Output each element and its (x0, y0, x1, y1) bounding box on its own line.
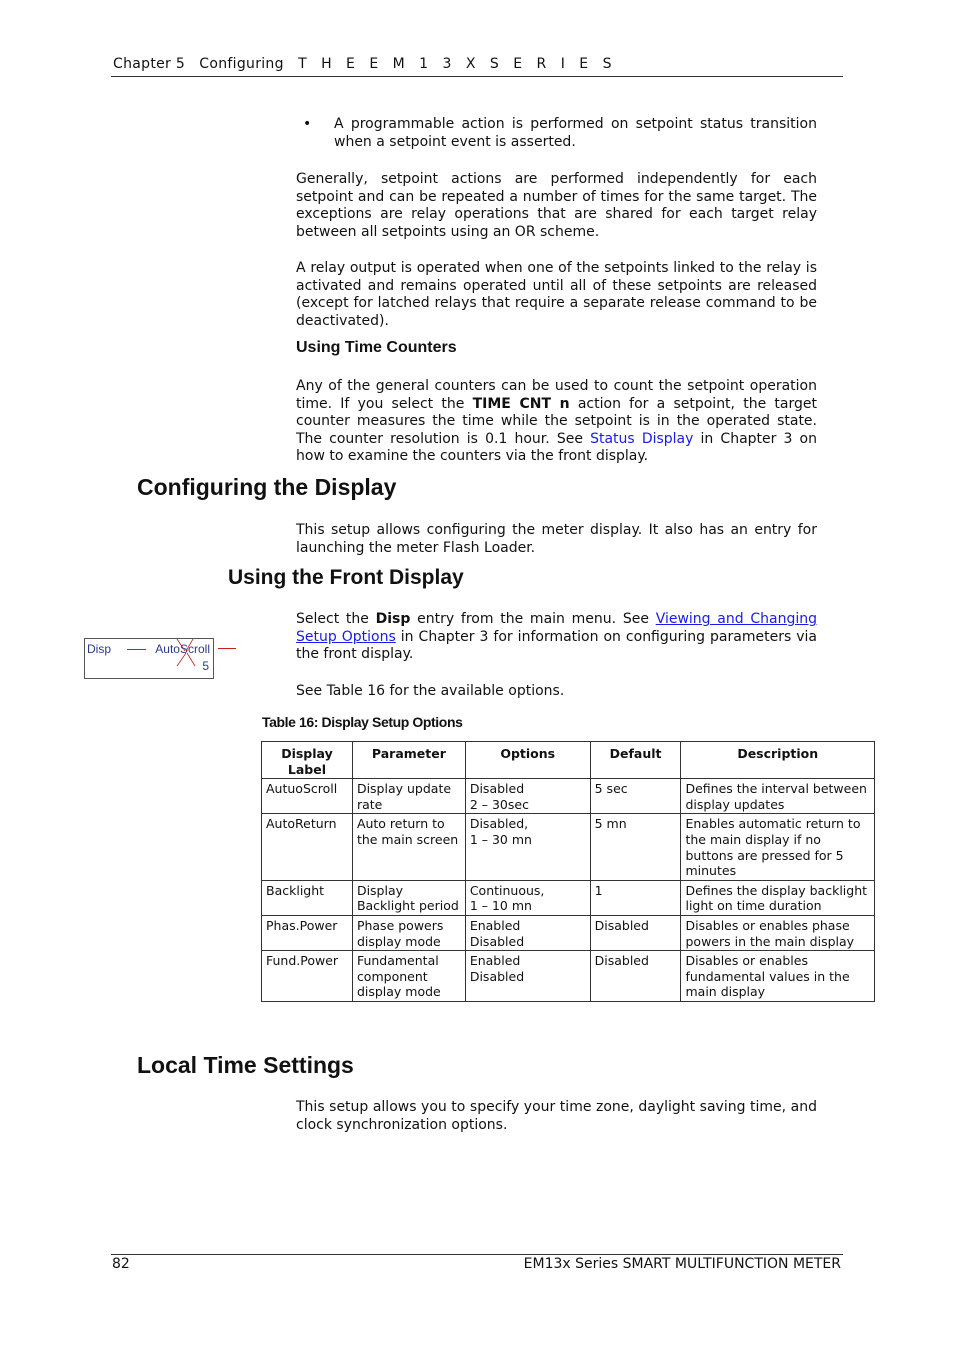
table-row (262, 779, 875, 814)
table-cell: Fund.Power (262, 951, 353, 1002)
lcd-dash (127, 649, 146, 650)
display-setup-table (261, 741, 875, 1002)
text-run: entry from the main menu. See (410, 611, 656, 627)
table-cell: Disables or enables fundamental values in the main display (681, 951, 875, 1002)
text-run: action for a setpoint, the target counter measures the time while the setpoint is in the operated state. The counter resolution is 0.1 hour. See (296, 395, 817, 447)
table-cell: 1 (590, 880, 681, 915)
command-name: TIME CNT n (472, 395, 570, 412)
paragraph-time-counters (296, 378, 817, 466)
paragraph-select-disp (296, 611, 817, 664)
table-row (262, 915, 875, 950)
col-header: Default (590, 742, 681, 779)
table-cell: Enabled Disabled (465, 951, 590, 1002)
heading-local-time: Local Time Settings (137, 1052, 354, 1078)
heading-configuring-display: Configuring the Display (137, 474, 397, 500)
table-row (262, 951, 875, 1002)
footer-product: EM13x Series SMART MULTIFUNCTION METER (523, 1256, 841, 1272)
table-cell: Disabled (590, 915, 681, 950)
table-cell: Continuous, 1 – 10 mn (465, 880, 590, 915)
paragraph-setpoint-actions: Generally, setpoint actions are performed independently for each setpoint and can be repeated a number of times for the same target. The exceptions are relay operations that are shared for each target relay between all setpoints using an OR scheme. (296, 171, 817, 240)
table-cell: Enabled Disabled (465, 915, 590, 950)
table-cell: AutoReturn (262, 814, 353, 880)
table-cell: Defines the display backlight light on time duration (681, 880, 875, 915)
table-cell: Disabled, 1 – 30 mn (465, 814, 590, 880)
table-cell: Defines the interval between display updates (681, 779, 875, 814)
menu-entry-name: Disp (375, 611, 411, 627)
footer-rule (111, 1254, 843, 1255)
table-cell: Phas.Power (262, 915, 353, 950)
text-run: Select the (296, 611, 376, 627)
table-cell: AutuoScroll (262, 779, 353, 814)
header-section: Configuring (199, 56, 284, 72)
lcd-right-label: AutoScroll (155, 642, 210, 656)
table-cell: Auto return to the main screen (352, 814, 465, 880)
heading-front-display: Using the Front Display (228, 566, 464, 589)
lcd-left-label: Disp (87, 642, 112, 656)
status-display-link[interactable]: Status Display (590, 430, 694, 447)
table-cell: Disabled (590, 951, 681, 1002)
col-header: Display Label (262, 742, 353, 779)
table-cell: 5 sec (590, 779, 681, 814)
table-cell: Backlight (262, 880, 353, 915)
table-cell: Disabled 2 – 30sec (465, 779, 590, 814)
text-run: in Chapter 3 on how to examine the counters via the front display. (296, 430, 817, 465)
page-number: 82 (112, 1256, 130, 1272)
bullet-dot: • (303, 116, 312, 132)
lcd-outer-dash (218, 648, 236, 649)
table-header-row (262, 742, 875, 779)
paragraph-relay-output: A relay output is operated when one of the setpoints linked to the relay is activated and remains operated until all of these setpoints are released (except for latched relays that require a separate release command to be deactivated). (296, 260, 817, 329)
col-header: Options (465, 742, 590, 779)
viewing-changing-setup-link[interactable]: Viewing and Changing Setup Options (296, 611, 818, 645)
bullet-text: A programmable action is performed on setpoint status transition when a setpoint event is asserted. (334, 116, 817, 150)
table-cell: Fundamental component display mode (352, 951, 465, 1002)
text-run: in Chapter 3 for information on configuring parameters via the front display. (296, 628, 818, 663)
front-display-illustration (84, 638, 214, 679)
running-header (113, 56, 617, 72)
table-cell: Phase powers display mode (352, 915, 465, 950)
paragraph-local-time: This setup allows you to specify your time zone, daylight saving time, and clock synchronization options. (296, 1099, 817, 1133)
text-run: Any of the general counters can be used to count the setpoint operation time. If you select the (296, 378, 817, 412)
table-row (262, 814, 875, 880)
table-cell: Display Backlight period (352, 880, 465, 915)
paragraph-display-intro: This setup allows configuring the meter display. It also has an entry for launching the meter Flash Loader. (296, 522, 817, 556)
lcd-blink-marks (153, 639, 213, 667)
table-cell: 5 mn (590, 814, 681, 880)
table-cell: Disables or enables phase powers in the main display (681, 915, 875, 950)
table-cell: Enables automatic return to the main display if no buttons are pressed for 5 minutes (681, 814, 875, 880)
header-series: T H E E M 1 3 X S E R I E S (298, 56, 617, 72)
table-row (262, 880, 875, 915)
header-chapter: Chapter 5 (113, 56, 186, 72)
col-header: Description (681, 742, 875, 779)
heading-time-counters: Using Time Counters (296, 339, 457, 356)
paragraph-see-table: See Table 16 for the available options. (296, 683, 565, 699)
table-caption: Table 16: Display Setup Options (262, 714, 463, 730)
header-rule (111, 76, 843, 77)
table-cell: Display update rate (352, 779, 465, 814)
col-header: Parameter (352, 742, 465, 779)
lcd-bottom-value: 5 (202, 659, 209, 673)
